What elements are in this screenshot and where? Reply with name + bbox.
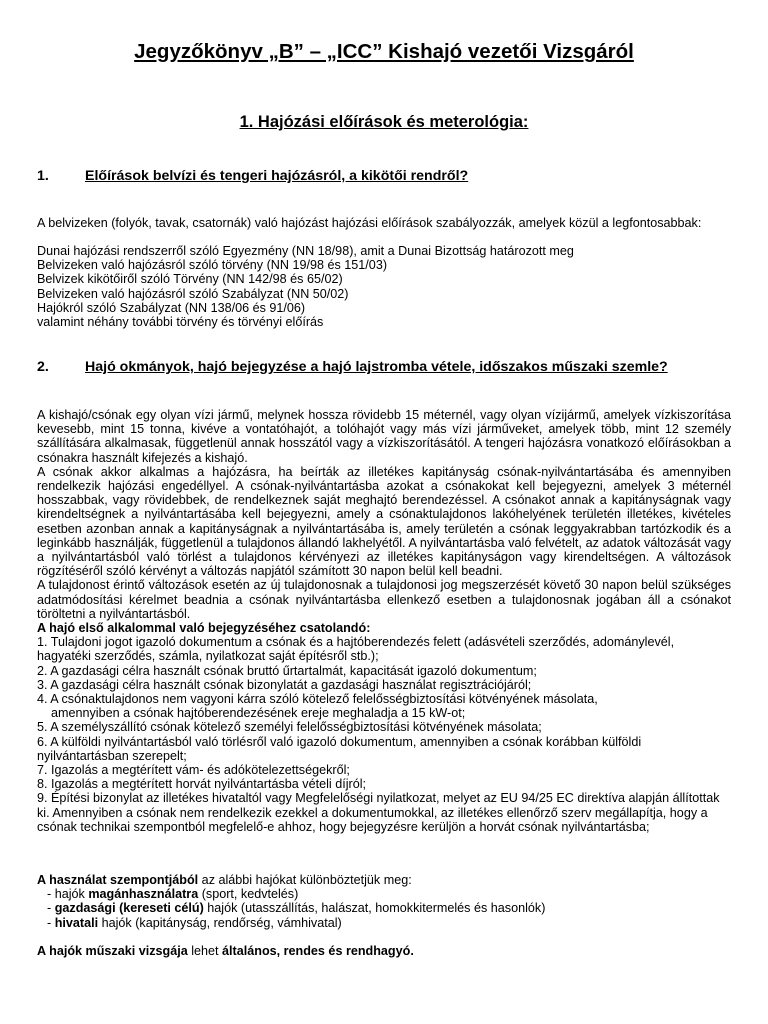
doc-item: 4. A csónaktulajdonos nem vagyoni kárra szóló kötelező felelősségbiztosítási kötvényének másolata, [37, 692, 598, 707]
doc-item-continuation: amennyiben a csónak hajtóberendezésének ereje meghaladja a 15 kW-ot; [51, 706, 466, 721]
usage-item: - gazdasági (kereseti célú) hajók (utasszállítás, halászat, homokkitermelés és hasonlók) [47, 901, 546, 916]
paragraph: A tulajdonost érintő változások esetén az új tulajdonosnak a tulajdonosi jog megszerzését követő 30 napon belül szükséges adatmódosítási kérelmet beadnia a csónak nyilvántartásba ellenkező esetben a tulajdonosnak jogában áll a csónakot töröltetni a nyilvántartásból. [37, 578, 731, 621]
usage-item: - hajók magánhasználatra (sport, kedvtelés) [47, 887, 299, 902]
question-heading-1 [37, 168, 737, 185]
law-item: Dunai hajózási rendszerről szóló Egyezmény (NN 18/98), amit a Dunai Bizottság határozott meg [37, 244, 574, 258]
docs-heading: A hajó első alkalommal való bejegyzéséhez csatolandó: [37, 621, 371, 636]
usage-lead: A használat szempontjából az alábbi hajókat különböztetjük meg: [37, 873, 412, 887]
law-list [37, 244, 731, 329]
law-item: Belvizek kikötőiről szóló Törvény (NN 142/98 és 65/02) [37, 272, 343, 287]
question-number: 1. [37, 168, 49, 184]
doc-item: 1. Tulajdoni jogot igazoló dokumentum a csónak és a hajtóberendezés felett (adásvételi szerződés, adománylevél, hagyatéki szerződés, számla, nyilatkozat saját építésről stb.); [37, 635, 675, 664]
intro-text: A belvizeken (folyók, tavak, csatornák) való hajózást hajózási előírások szabályozzák, amelyek közül a legfontosabbak: [37, 216, 702, 230]
law-item: valamint néhány további törvény és törvényi előírás [37, 315, 324, 330]
usage-item: - hivatali hajók (kapitányság, rendőrség, vámhivatal) [47, 915, 342, 930]
question-text: Hajó okmányok, hajó bejegyzése a hajó lajstromba vétele, időszakos műszaki szemle? [85, 359, 668, 375]
section2-body [37, 408, 731, 834]
doc-item: 7. Igazolás a megtérített vám- és adókötelezettségekről; [37, 763, 350, 778]
inspection-line: A hajók műszaki vizsgája lehet általános, rendes és rendhagyó. [37, 944, 414, 958]
question-number: 2. [37, 359, 49, 375]
intro-paragraph [37, 216, 731, 230]
paragraph: A csónak akkor alkalmas a hajózásra, ha beírták az illetékes kapitányság csónak-nyilvántartásába és amennyiben rendelkezik hajózási engedéllyel. A csónak-nyilvántartásba azokat a csónakokat kell bejegyezni, amelyek 3 méternél hosszabbak, vagy rövidebbek, de rendelkeznek saját meghajtó berendezéssel. A csónakot annak a kapitányságnak vagy kirendeltségnek a nyilvántartásába kell bejegyezni, amely a csónaktulajdonos lakóhelyének területén illetékes, kivételes esetben azonban annak a kapitányságnak a nyilvántartásába is, amely területén a csónak leggyakrabban tartózkodik és a leginkább használják, függetlenül a tulajdonos állandó lakhelyétől. A nyilvántartásba való felvételt, az adatok változását vagy a nyilvántartásból való törlést a tulajdonos kérvényezi az illetékes kapitányságon vagy kirendeltségen. A változások rögzítéséről szóló kérvényt a változás napjától számított 30 napon belül kell beadni. [37, 464, 731, 579]
doc-item: 8. Igazolás a megtérített horvát nyilvántartásba vételi díjról; [37, 777, 367, 792]
doc-item: 5. A személyszállító csónak kötelező személyi felelősségbiztosítási kötvényének másolata; [37, 720, 542, 735]
paragraph: A kishajó/csónak egy olyan vízi jármű, melynek hossza rövidebb 15 méternél, vagy olyan vízijármű, amelyek vízkiszorítása kevesebb, mint 15 tonna, kivéve a vontatóhajót, a tolóhajót vagy más vízi járműveket, amelyek több, mint 12 személy szállítására alkalmasak, függetlenül annak hosszától vagy a vízkiszorításától. A tengeri hajózásra vonatkozó előírásokban a csónakra használt kifejezés a kishajó. [37, 408, 731, 465]
usage-section [37, 873, 731, 930]
question-heading-2 [37, 359, 737, 376]
doc-item: 3. A gazdasági célra használt csónak bizonylatát a gazdasági használat regisztrációjáról; [37, 677, 532, 692]
document-title: Jegyzőkönyv „B” – „ICC” Kishajó vezetői Vizsgáról [134, 40, 634, 63]
doc-item: 6. A külföldi nyilvántartásból való törlésről való igazoló dokumentum, amennyiben a csónak korábban külföldi nyilvántartásban szerepelt; [37, 734, 642, 763]
doc-item: 9. Építési bizonylat az illetékes hivataltól vagy Megfelelőségi nyilatkozat, melyet az EU 94/25 EC direktíva alapján állítottak ki. Amennyiben a csónak nem rendelkezik ezekkel a dokumentumokkal, az illetékes ellenőrző szerv megállapítja, hogy a csónak technikai szempontból megfelelő-e ahhoz, hogy bejegyzésre kerüljön a horvát csónak nyilvántartásba; [37, 791, 720, 834]
law-item: Belvizeken való hajózásról szóló Szabályzat (NN 50/02) [37, 286, 349, 301]
section-title: 1. Hajózási előírások és meterológia: [239, 113, 529, 131]
law-item: Hajókról szóló Szabályzat (NN 138/06 és 91/06) [37, 300, 306, 315]
question-text: Előírások belvízi és tengeri hajózásról, a kikötői rendről? [85, 168, 469, 184]
law-item: Belvizeken való hajózásról szóló törvény (NN 19/98 és 151/03) [37, 258, 388, 273]
doc-item: 2. A gazdasági célra használt csónak bruttó űrtartalmát, kapacitását igazoló dokumentum; [37, 663, 537, 678]
